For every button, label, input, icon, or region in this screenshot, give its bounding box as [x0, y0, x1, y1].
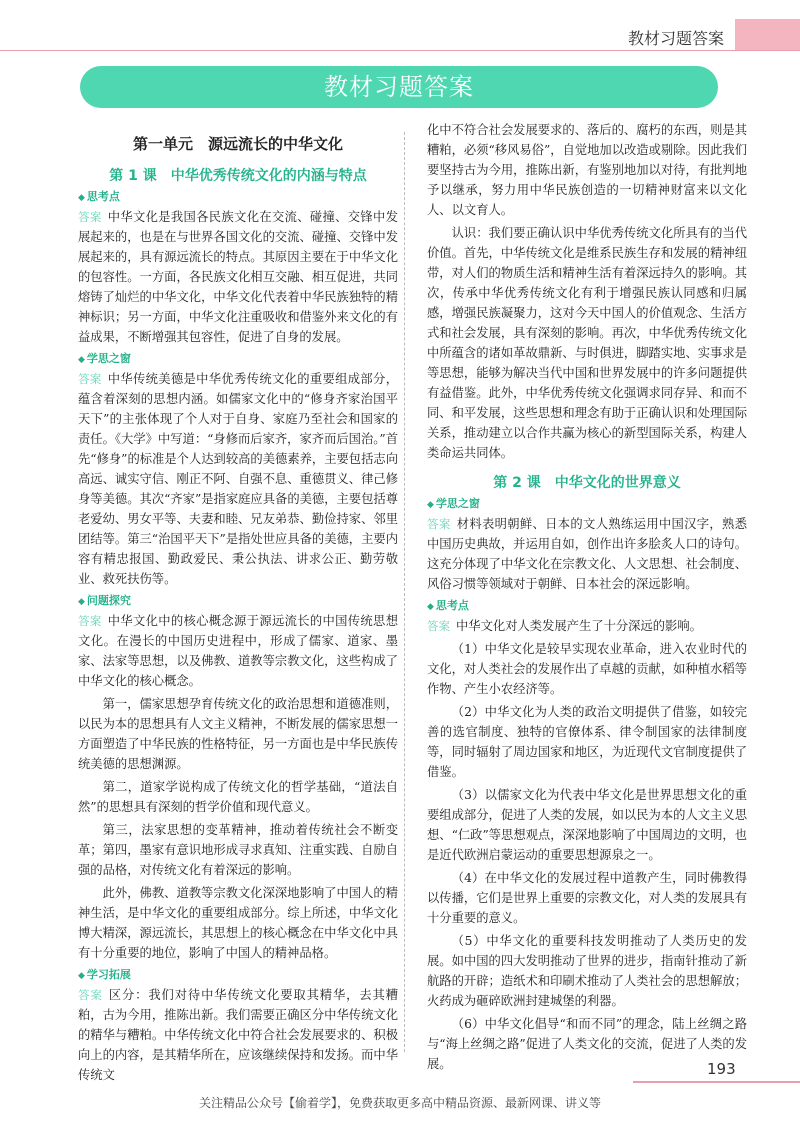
section-heading: ◆ 思考点: [427, 599, 469, 612]
list-item: （4）在中华文化的发展过程中道教产生，同时佛教得以传播，它们是世界上重要的宗教文化，对人类的发展具有十分重要的意义。: [427, 871, 747, 925]
list-item: （5）中华文化的重要科技发明推动了人类历史的发展。如中国的四大发明推动了世界的进步，指南针推动了新航路的开辟；造纸术和印刷术推动了人类社会的思想解放；火药成为砸碎欧洲封建城堡的利器。: [427, 934, 747, 1008]
page-number: 193: [707, 1060, 736, 1078]
answer-label: 答案: [78, 614, 102, 628]
diamond-icon: ◆: [78, 193, 85, 203]
answer-label: 答案: [78, 988, 103, 1002]
page-number-rule: [633, 1081, 800, 1083]
paragraph: 第二，道家学说构成了传统文化的哲学基础，“道法自然”的思想具有深刻的哲学价值和现代意义。: [78, 780, 398, 814]
list-item: （6）中华文化倡导“和而不同”的理念，陆上丝绸之路与“海上丝绸之路”促进了人类文化的交流，促进了人类的发展。: [427, 1017, 747, 1071]
unit-title: 第一单元 源远流长的中华文化: [132, 135, 343, 153]
answer-paragraph: 答案 中华文化对人类发展产生了十分深远的影响。: [427, 619, 702, 633]
header-rule: [0, 50, 800, 51]
section-heading: ◆ 学思之窗: [427, 497, 480, 510]
answer-label: 答案: [427, 517, 451, 531]
column-divider: [404, 132, 405, 1052]
diamond-icon: ◆: [427, 500, 434, 510]
section-heading: ◆ 思考点: [78, 190, 120, 203]
list-item: （2）中华文化为人类的政治文明提供了借鉴，如较完善的选官制度、独特的官僚体系、律令制国家的法律制度等，同时辐射了周边国家和地区，为近现代文官制度提供了借鉴。: [427, 705, 747, 779]
paragraph: 此外，佛教、道教等宗教文化深深地影响了中国人的精神生活，是中华文化的重要组成部分。综上所述，中华文化博大精深，源远流长，其思想上的核心概念在中华文化中具有十分重要的地位，影响了中国人的精神品格。: [78, 886, 398, 960]
paragraph: 第三，法家思想的变革精神，推动着传统社会不断变革；第四，墨家有意识地形成寻求真知、注重实践、自励自强的品格，对传统文化有着深远的影响。: [78, 823, 398, 877]
header-title: 教材习题答案: [628, 29, 725, 48]
answer-paragraph: 答案 材料表明朝鲜、日本的文人熟练运用中国汉字，熟悉中国历史典故，并运用自如，创作出许多脍炙人口的诗句。这充分体现了中华文化在宗教文化、人文思想、社会制度、风俗习惯等领域对于朝鲜、日本社会的深远影响。: [427, 517, 747, 591]
answer-label: 答案: [427, 619, 450, 633]
section-heading: ◆ 学习拓展: [78, 968, 131, 981]
left-column: [78, 120, 398, 1088]
answer-label: 答案: [78, 210, 102, 224]
right-column: [427, 120, 747, 1077]
diamond-icon: ◆: [78, 597, 85, 607]
header-tab: [735, 19, 800, 50]
answer-paragraph: 答案 中华传统美德是中华优秀传统文化的重要组成部分，蕴含着深刻的思想内涵。如儒家文化中的“修身齐家治国平天下”的主张体现了个人对于自身、家庭乃至社会和国家的责任。《大学》中写道：“身修而后家齐，家齐而后国治。”首先“修身”的标准是个人达到较高的美德素养，主要包括志向高远、诚实守信、刚正不阿、自强不息、重德贯义、律己修身等美德。其次“齐家”是指家庭应具备的美德，主要包括尊老爱幼、男女平等、夫妻和睦、兄友弟恭、勤俭持家、邻里团结等。第三“治国平天下”是指处世应具备的美德，主要内容有精忠报国、勤政爱民、秉公执法、讲求公正、勤劳敬业、救死扶伤等。: [78, 372, 398, 586]
diamond-icon: ◆: [427, 602, 434, 612]
lesson-1-title: 第 1 课 中华优秀传统文化的内涵与特点: [109, 168, 367, 184]
list-item: （3）以儒家文化为代表中华文化是世界思想文化的重要组成部分，促进了人类的发展，如以民为本的人文主义思想、“仁政”等思想观点，深深地影响了中国周边的文明，也是近代欧洲启蒙运动的重要思想源泉之一。: [427, 788, 747, 862]
page-banner: 教材习题答案: [80, 66, 718, 108]
list-item: （1）中华文化是较早实现农业革命，进入农业时代的文化，对人类社会的发展作出了卓越的贡献，如种植水稻等作物、产生小农经济等。: [427, 642, 747, 696]
answer-paragraph: 答案 区分：我们对待中华传统文化要取其精华，去其糟粕，古为今用，推陈出新。我们需要正确区分中华传统文化的精华与糟粕。中华传统文化中符合社会发展要求的、积极向上的内容，是其精华所在，应该继续保持和发扬。而中华传统文: [78, 988, 398, 1082]
section-heading: ◆ 问题探究: [78, 594, 131, 607]
section-heading: ◆ 学思之窗: [78, 352, 131, 365]
lesson-2-title: 第 2 课 中华文化的世界意义: [493, 475, 681, 491]
paragraph: 化中不符合社会发展要求的、落后的、腐朽的东西，则是其糟粕，必须“移风易俗”，自觉地加以改造或剔除。因此我们要坚持古为今用，推陈出新，有鉴别地加以对待，有批判地予以继承，努力用中华民族创造的一切精神财富来以文化人、以文育人。: [427, 123, 747, 217]
paragraph: 认识：我们要正确认识中华优秀传统文化所具有的当代价值。首先，中华传统文化是维系民族生存和发展的精神纽带，对人们的物质生活和精神生活有着深远持久的影响。其次，传承中华优秀传统文化有利于增强民族认同感和归属感，增强民族凝聚力，这对今天中国人的价值观念、生活方式和社会发展，具有深刻的影响。再次，中华优秀传统文化中所蕴含的诸如革故鼎新、与时俱进，脚踏实地、实事求是等思想，能够为解决当代中国和世界发展中的许多问题提供有益借鉴。此外，中华优秀传统文化强调求同存异、和而不同、和平发展，这些思想和理念有助于正确认识和处理国际关系，推动建立以合作共赢为核心的新型国际关系，构建人类命运共同体。: [427, 226, 747, 460]
paragraph: 第一，儒家思想孕育传统文化的政治思想和道德准则，以民为本的思想具有人文主义精神，不断发展的儒家思想一方面塑造了中华民族的性格特征，另一方面也是中华民族传统美德的思想渊源。: [78, 697, 398, 771]
answer-paragraph: 答案 中华文化中的核心概念源于源远流长的中国传统思想文化。在漫长的中国历史进程中，形成了儒家、道家、墨家、法家等思想，以及佛教、道教等宗教文化，这些构成了中华文化的核心概念。: [78, 614, 398, 688]
footer-note: 关注精品公众号【偷着学】，免费获取更多高中精品资源、最新网课、讲义等: [198, 1096, 601, 1110]
answer-paragraph: 答案 中华文化是我国各民族文化在交流、碰撞、交锋中发展起来的，也是在与世界各国文化的交流、碰撞、交锋中发展起来的，具有源远流长的特点。其原因主要在于中华文化的包容性。一方面，各民族文化相互交融、相互促进，共同熔铸了灿烂的中华文化，中华文化代表着中华民族独特的精神标识；另一方面，中华文化注重吸收和借鉴外来文化的有益成果，不断增强其包容性，促进了自身的发展。: [78, 210, 398, 344]
answer-label: 答案: [78, 372, 102, 386]
diamond-icon: ◆: [78, 971, 85, 981]
diamond-icon: ◆: [78, 355, 85, 365]
